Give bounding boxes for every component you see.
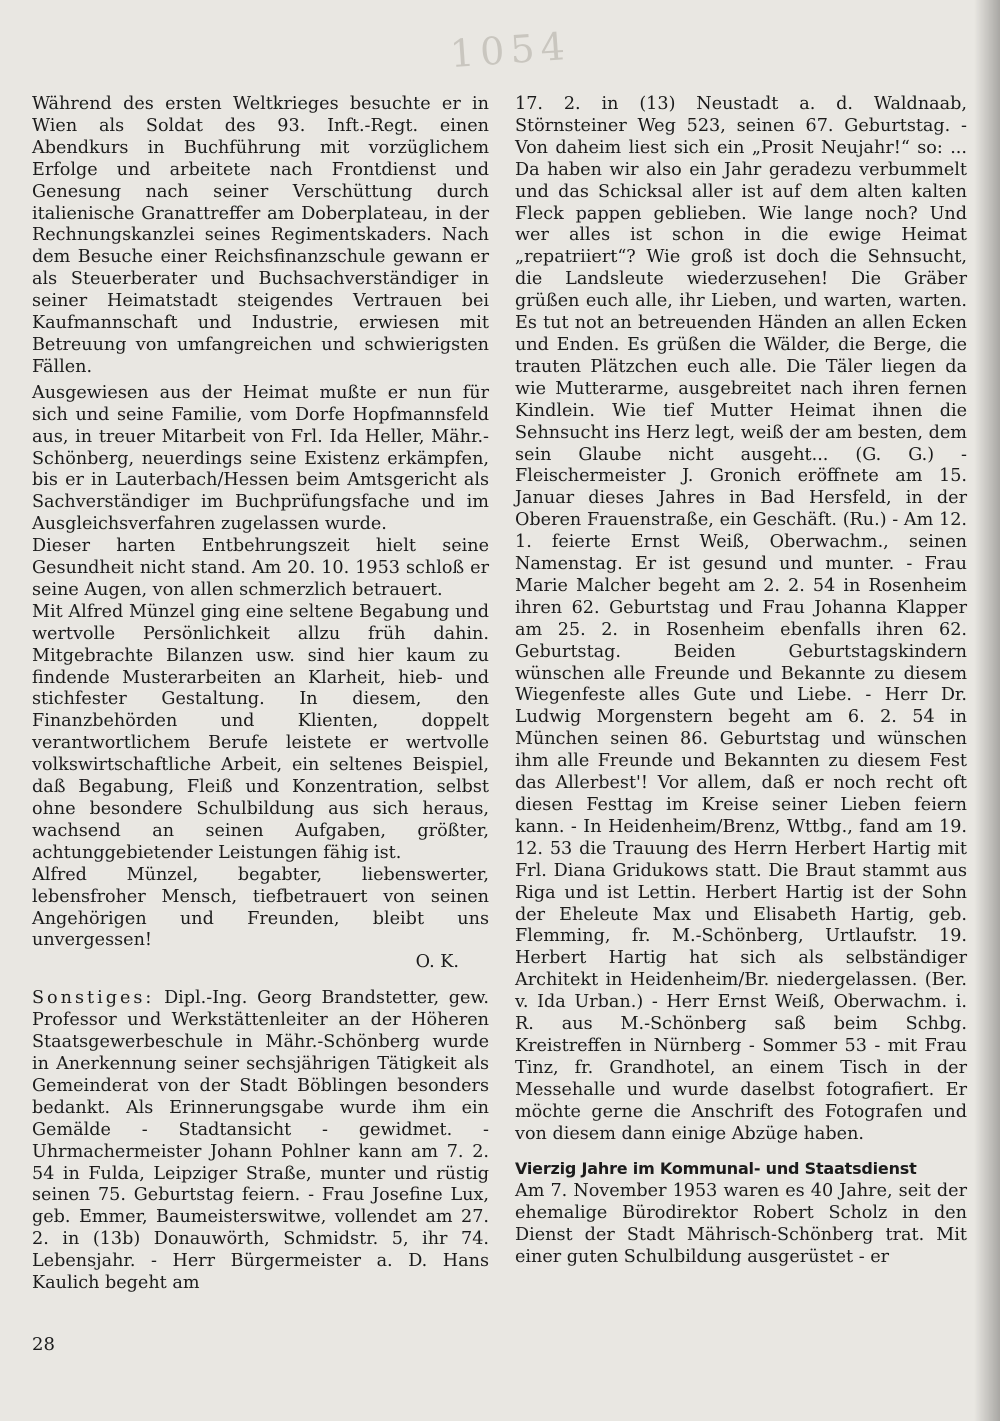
anniversary-paragraph: Am 7. November 1953 waren es 40 Jahre, seit der ehemalige Bürodirektor Robert Scholz in den Dienst der Stadt Mährisch-Schönberg trat. Mit einer guten Schulbildung ausgerüstet - er <box>515 1181 967 1268</box>
left-column <box>32 94 489 1299</box>
obituary-paragraph-2: Ausgewiesen aus der Heimat mußte er nun für sich und seine Familie, vom Dorfe Hopfmannsfeld aus, in treuer Mitarbeit von Frl. Ida Heller, Mähr.-Schönberg, neuerdings seine Existenz erkämpfen, bis er in Lauterbach/Hessen beim Amtsgericht als Sachverständiger im Buchprüfungsfache und im Ausgleichsverfahren zugelassen wurde. <box>32 382 489 535</box>
faded-stamp: 1054 <box>448 23 573 77</box>
miscellaneous-paragraph <box>32 988 489 1295</box>
page-number: 28 <box>32 1334 55 1355</box>
miscellaneous-text: Dipl.-Ing. Georg Brandstetter, gew. Professor und Werkstättenleiter an der Höheren Staatsgewerbeschule in Mähr.-Schönberg wurde in Anerkennung seiner sechsjährigen Tätigkeit als Gemeinderat von der Stadt Böblingen besonders bedankt. Als Erinnerungsgabe wurde ihm ein Gemälde - Stadtansicht - gewidmet. - Uhrmachermeister Johann Pohlner kann am 7. 2. 54 in Fulda, Leipziger Straße, munter und rüstig seinen 75. Geburtstag feiern. - Frau Josefine Lux, geb. Emmer, Baumeisterswitwe, vollendet am 27. 2. in (13b) Donauwörth, Schmidstr. 5, ihr 74. Lebensjahr. - Herr Bürgermeister a. D. Hans Kaulich begeht am <box>32 988 489 1294</box>
miscellaneous-label: Sonstiges: <box>32 988 155 1009</box>
obituary-paragraph-5: Alfred Münzel, begabter, liebenswerter, lebensfroher Mensch, tiefbetrauert von seinen Angehörigen und Freunden, bleibt uns unvergessen! <box>32 864 489 951</box>
author-signature: O. K. <box>415 952 459 973</box>
obituary-paragraph-4: Mit Alfred Münzel ging eine seltene Begabung und wertvolle Persönlichkeit allzu früh dahin. Mitgebrachte Bilanzen usw. sind hier kaum zu findende Musterarbeiten an Klarheit, hieb- und stichfester Gestaltung. In diesem, den Finanzbehörden und Klienten, doppelt verantwortlichem Berufe leistete er wertvolle volkswirtschaftliche Arbeit, ein seltenes Beispiel, daß Begabung, Fleiß und Konzentration, selbst ohne besondere Schulbildung aus sich heraus, wachsend an seinen Aufgaben, größter, achtunggebietender Leistungen fähig ist. <box>32 601 489 863</box>
obituary-paragraph-3: Dieser harten Entbehrungszeit hielt seine Gesundheit nicht stand. Am 20. 10. 1953 schloß er seine Augen, von allen schmerzlich betrauert. <box>32 536 489 600</box>
right-column <box>515 94 967 1273</box>
section-heading: Vierzig Jahre im Kommunal- und Staatsdienst <box>515 1158 917 1178</box>
news-paragraph: 17. 2. in (13) Neustadt a. d. Waldnaab, Störnsteiner Weg 523, seinen 67. Geburtstag. - Von daheim liest sich ein „Prosit Neujahr!“ so: ... Da haben wir also ein Jahr geradezu verbummelt und das Schicksal aller ist auf dem alten kalten Fleck pappen geblieben. Wie lange noch? Und wer alles ist schon in die ewige Heimat „repatriiert“? Wie groß ist doch die Sehnsucht, die Landsleute wiederzusehen! Die Gräber grüßen euch alle, ihr Lieben, und warten, warten. Es tut not an betreuenden Händen an allen Ecken und Enden. Es grüßen die Wälder, die Berge, die trauten Plätzchen euch alle. Die Täler liegen da wie Mutterarme, ausgebreitet nach ihren fernen Kindlein. Wie tief Mutter Heimat ihnen die Sehnsucht ins Herz legt, weiß der am besten, dem sein Glaube nicht ausgeht... (G. G.) - Fleischermeister J. Gronich eröffnete am 15. Januar dieses Jahres in Bad Hersfeld, in der Oberen Frauenstraße, ein Geschäft. (Ru.) - Am 12. 1. feierte Ernst Weiß, Oberwachm., seinen Namenstag. Er ist gesund und munter. - Frau Marie Malcher begeht am 2. 2. 54 in Rosenheim ihren 62. Geburtstag und Frau Johanna Klapper am 25. 2. in Rosenheim ebenfalls ihren 62. Geburtstag. Beiden Geburtstagskindern wünschen alle Freunde und Bekannte zu diesem Wiegenfeste alles Gute und Liebe. - Herr Dr. Ludwig Morgenstern begeht am 6. 2. 54 in München seinen 86. Geburtstag und wünschen ihm alle Freunde und Bekannten zu diesem Fest das Allerbest'! Vor allem, daß er noch recht oft diesen Festtag im Kreise seiner Lieben feiern kann. - In Heidenheim/Brenz, Wttbg., fand am 19. 12. 53 die Trauung des Herrn Herbert Hartig mit Frl. Diana Gridukows statt. Die Braut stammt aus Riga und ist Lettin. Herbert Hartig ist der Sohn der Eheleute Max und Elisabeth Hartig, geb. Flemming, fr. M.-Schönberg, Urtlaufstr. 19. Herbert Hartig hat sich als selbständiger Architekt in Heidenheim/Br. niedergelassen. (Ber. v. Ida Urban.) - Herr Ernst Weiß, Oberwachm. i. R. aus M.-Schönberg saß beim Schbg. Kreistreffen in Nürnberg - Sommer 53 - mit Frau Tinz, fr. Grandhotel, an einem Tisch in der Messehalle und wurde daselbst fotografiert. Er möchte gerne die Anschrift des Fotografen und von diesem dann einige Abzüge haben. <box>515 94 967 1144</box>
page-edge-shadow <box>974 0 1000 1421</box>
obituary-paragraph-1: Während des ersten Weltkrieges besuchte er in Wien als Soldat des 93. Inft.-Regt. einen Abendkurs in Buchführung mit vorzüglichem Erfolge und arbeitete nach Frontdienst und Genesung nach seiner Verschüttung durch italienische Granattreffer am Doberplateau, in der Rechnungskanzlei seines Regimentskaders. Nach dem Besuche einer Reichsfinanzschule gewann er als Steuerberater und Buchsachverständiger in seiner Heimatstadt steigendes Vertrauen bei Kaufmannschaft und Industrie, erwiesen mit Betreuung von umfangreichen und schwierigsten Fällen. <box>32 94 489 377</box>
